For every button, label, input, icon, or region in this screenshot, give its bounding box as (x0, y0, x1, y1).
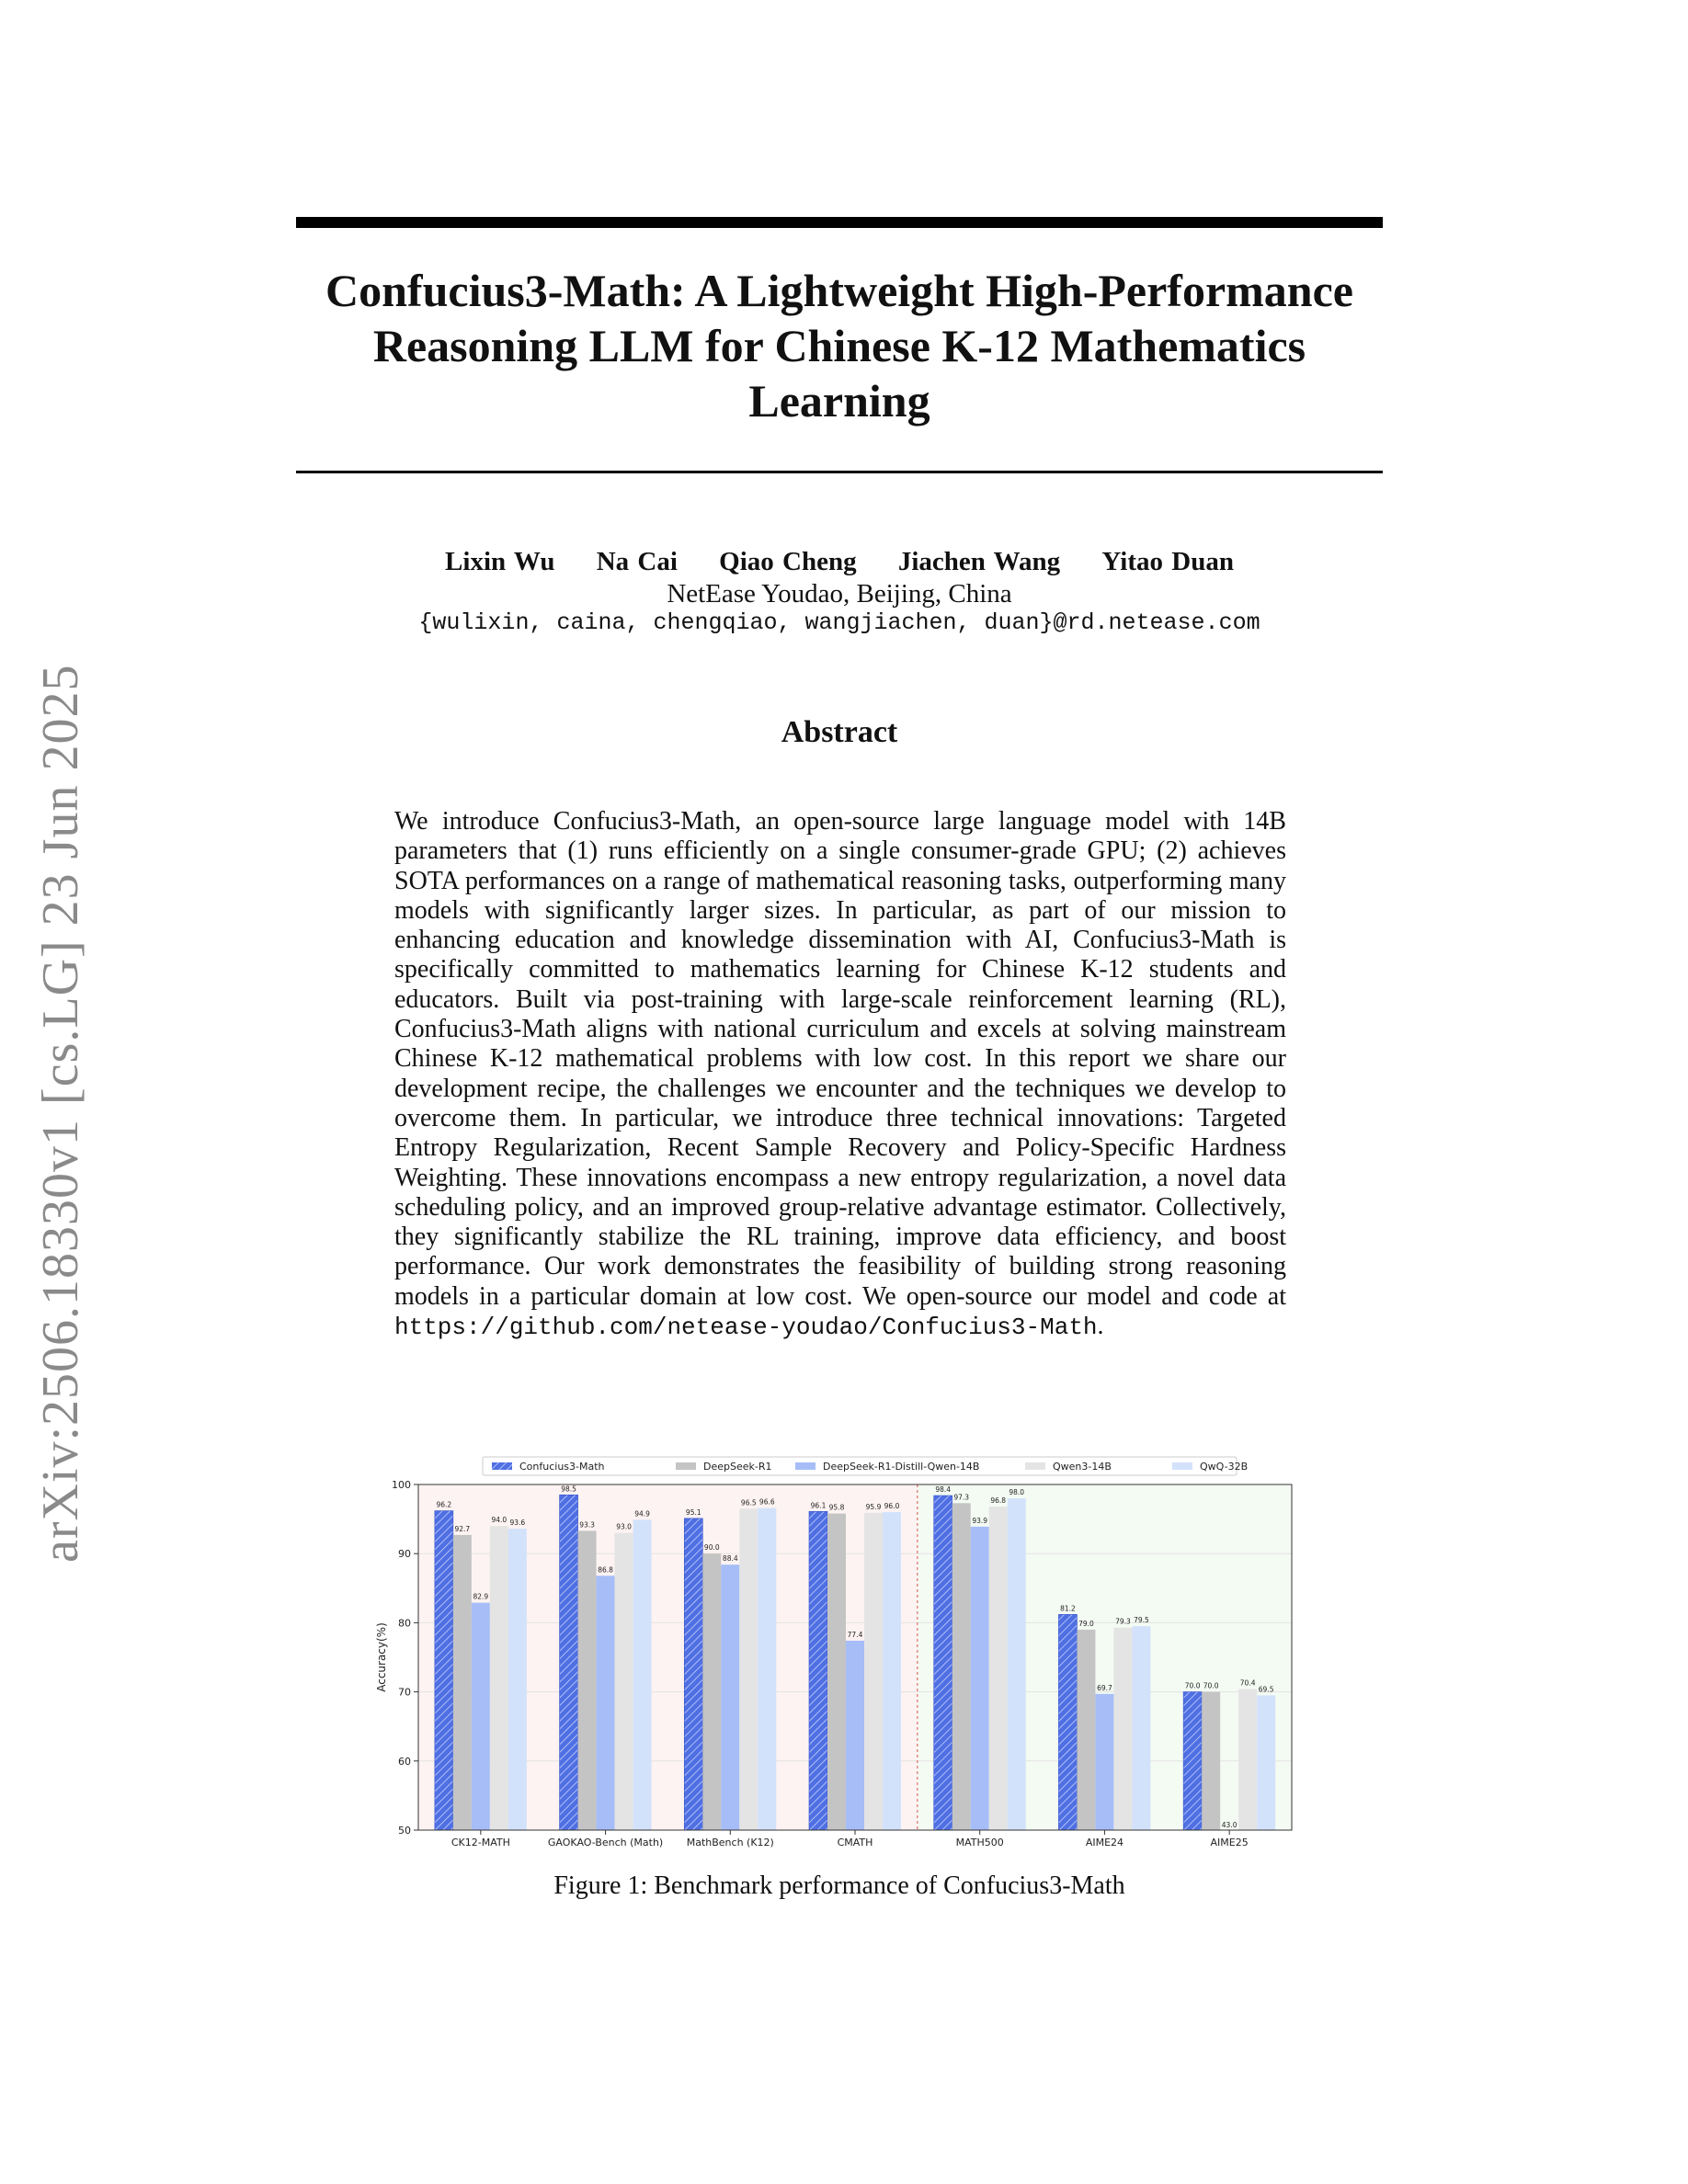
bar-value-label: 70.0 (1184, 1681, 1201, 1690)
bar (684, 1519, 702, 1830)
abstract-text: We introduce Confucius3-Math, an open-source large language model with 14B parameters that (1) runs efficiently on a single consumer-grade GPU; (2) achieves SOTA performances on a range of mathematical reasoning tasks, outperforming many models with significantly larger sizes. In particular, as part of our mission to enhancing education and knowledge dissemination with AI, Confucius3-Math is specifically committed to mathematics learning for Chinese K-12 students and educators. Built via post-training with large-scale reinforcement learning (RL), Confucius3-Math aligns with national curriculum and excels at solving mainstream Chinese K-12 mathematical problems with low cost. In this report we share our development recipe, the challenges we encounter and the techniques we develop to overcome them. In particular, we introduce three technical innovations: Targeted Entropy Regularization, Recent Sample Recovery and Policy-Specific Hardness Weighting. These innovations encompass a new entropy regularization, a novel data scheduling policy, and an improved group-relative advantage estimator. Collectively, they significantly stabilize the RL training, improve data efficiency, and boost performance. Our work demonstrates the feasibility of building strong reasoning models in a particular domain at low cost. We open-source our model and code at (394, 807, 1286, 1311)
bar-value-label: 77.4 (847, 1630, 863, 1639)
legend-swatch (492, 1462, 512, 1470)
bar-value-label: 96.2 (436, 1500, 452, 1509)
bar-value-label: 43.0 (1221, 1821, 1237, 1829)
legend-swatch (676, 1462, 696, 1470)
bar (971, 1527, 989, 1830)
bar (490, 1526, 508, 1830)
x-tick-label: CK12-MATH (451, 1837, 510, 1848)
bar-value-label: 97.3 (953, 1493, 970, 1502)
bar (989, 1507, 1008, 1830)
affiliation: NetEase Youdao, Beijing, China (667, 579, 1012, 609)
bar-value-label: 95.9 (865, 1502, 882, 1511)
bar-value-label: 93.6 (509, 1519, 526, 1528)
legend-swatch (1172, 1462, 1192, 1470)
author-emails: {wulixin, caina, chengqiao, wangjiachen, duan}@rd.netease.com (418, 609, 1260, 636)
bar (721, 1564, 739, 1830)
author-name: Na Cai (596, 547, 678, 576)
bar-value-label: 90.0 (703, 1543, 720, 1553)
author-list (296, 547, 1383, 577)
y-tick-label: 50 (398, 1825, 411, 1837)
bar-value-label: 96.0 (884, 1502, 900, 1511)
bar-value-label: 70.0 (1203, 1681, 1219, 1690)
bar-value-label: 79.3 (1115, 1617, 1131, 1626)
bar (1238, 1689, 1257, 1830)
abstract-body (394, 807, 1286, 1342)
bar (453, 1535, 472, 1830)
bar (633, 1519, 652, 1830)
benchmark-figure (372, 1448, 1301, 1871)
legend-label: DeepSeek-R1 (703, 1461, 772, 1473)
author-name: Qiao Cheng (719, 547, 857, 576)
legend-label: Qwen3-14B (1053, 1461, 1112, 1473)
legend-label: QwQ-32B (1200, 1461, 1249, 1473)
bar-value-label: 93.0 (616, 1522, 632, 1531)
bar (864, 1513, 883, 1830)
bar (615, 1533, 633, 1830)
bar (1058, 1614, 1077, 1830)
bar (508, 1529, 527, 1830)
title-top-rule (296, 217, 1383, 228)
bar-value-label: 94.0 (491, 1516, 508, 1525)
bar-value-label: 79.0 (1078, 1619, 1094, 1628)
legend-swatch (1025, 1462, 1045, 1470)
bar (758, 1508, 776, 1830)
bar-value-label: 94.9 (634, 1509, 650, 1519)
bar (560, 1495, 578, 1830)
benchmark-bar-chart (372, 1448, 1301, 1871)
legend-label: Confucius3-Math (519, 1461, 605, 1473)
bar (934, 1496, 952, 1830)
x-tick-label: MathBench (K12) (686, 1837, 774, 1848)
author-name: Jiachen Wang (897, 547, 1061, 576)
author-name: Yitao Duan (1101, 547, 1234, 576)
bar-value-label: 96.8 (990, 1496, 1007, 1506)
bar-value-label: 96.1 (810, 1501, 827, 1510)
bar-value-label: 81.2 (1060, 1604, 1076, 1613)
bar-value-label: 69.7 (1097, 1683, 1112, 1692)
bar-value-label: 88.4 (722, 1554, 738, 1564)
abstract-end: . (1097, 1312, 1104, 1341)
bar (827, 1514, 846, 1830)
bar (597, 1575, 615, 1830)
bar-value-label: 82.9 (473, 1592, 489, 1601)
github-link[interactable]: https://github.com/netease-youdao/Confucius3-Math (394, 1314, 1098, 1342)
bar (952, 1503, 971, 1830)
bar (1095, 1694, 1113, 1830)
bar (1183, 1692, 1202, 1830)
title-bottom-rule (296, 471, 1383, 473)
y-tick-label: 70 (398, 1686, 411, 1699)
bar-value-label: 95.1 (685, 1507, 701, 1517)
author-name: Lixin Wu (445, 547, 555, 576)
bar (739, 1508, 758, 1830)
bar (702, 1553, 721, 1830)
bar (435, 1511, 453, 1830)
bar-value-label: 98.0 (1009, 1488, 1025, 1497)
bar-value-label: 93.3 (579, 1520, 595, 1530)
bar (578, 1530, 597, 1830)
bar (809, 1511, 827, 1830)
x-tick-label: AIME25 (1210, 1837, 1249, 1848)
bar (1113, 1628, 1132, 1830)
bar (1077, 1630, 1095, 1830)
bar-value-label: 79.5 (1134, 1616, 1149, 1625)
bar-value-label: 93.9 (972, 1516, 988, 1525)
y-axis-label: Accuracy(%) (375, 1622, 388, 1692)
bar-value-label: 96.5 (740, 1498, 757, 1507)
legend-swatch (795, 1462, 815, 1470)
y-tick-label: 80 (398, 1617, 411, 1630)
paper-title: Confucius3-Math: A Lightweight High-Performance Reasoning LLM for Chinese K-12 Mathematics Learning (325, 265, 1353, 427)
bar-value-label: 92.7 (454, 1524, 471, 1533)
y-tick-label: 100 (392, 1479, 411, 1491)
bar-value-label: 69.5 (1258, 1685, 1274, 1694)
bar-value-label: 86.8 (598, 1565, 613, 1575)
y-tick-label: 90 (398, 1548, 411, 1561)
bar-value-label: 96.6 (758, 1497, 775, 1507)
bar (1008, 1498, 1026, 1830)
bar (883, 1512, 901, 1830)
bar-value-label: 70.4 (1239, 1678, 1256, 1688)
x-tick-label: CMATH (837, 1837, 873, 1848)
bar (1257, 1695, 1275, 1830)
bar (846, 1641, 864, 1830)
bar (1202, 1692, 1220, 1830)
bar (472, 1603, 490, 1830)
x-tick-label: AIME24 (1085, 1837, 1124, 1848)
bar-value-label: 98.4 (935, 1485, 952, 1495)
figure-caption: Figure 1: Benchmark performance of Confucius3-Math (553, 1871, 1125, 1900)
legend-label: DeepSeek-R1-Distill-Qwen-14B (823, 1461, 980, 1473)
bar (1132, 1626, 1150, 1830)
bar-value-label: 98.5 (561, 1484, 576, 1494)
bar-value-label: 95.8 (828, 1503, 845, 1512)
x-tick-label: MATH500 (955, 1837, 1004, 1848)
x-tick-label: GAOKAO-Bench (Math) (547, 1837, 664, 1848)
y-tick-label: 60 (398, 1755, 411, 1768)
arxiv-identifier-stamp: arXiv:2506.18330v1 [cs.LG] 23 Jun 2025 (32, 664, 89, 1563)
abstract-heading: Abstract (781, 715, 898, 749)
